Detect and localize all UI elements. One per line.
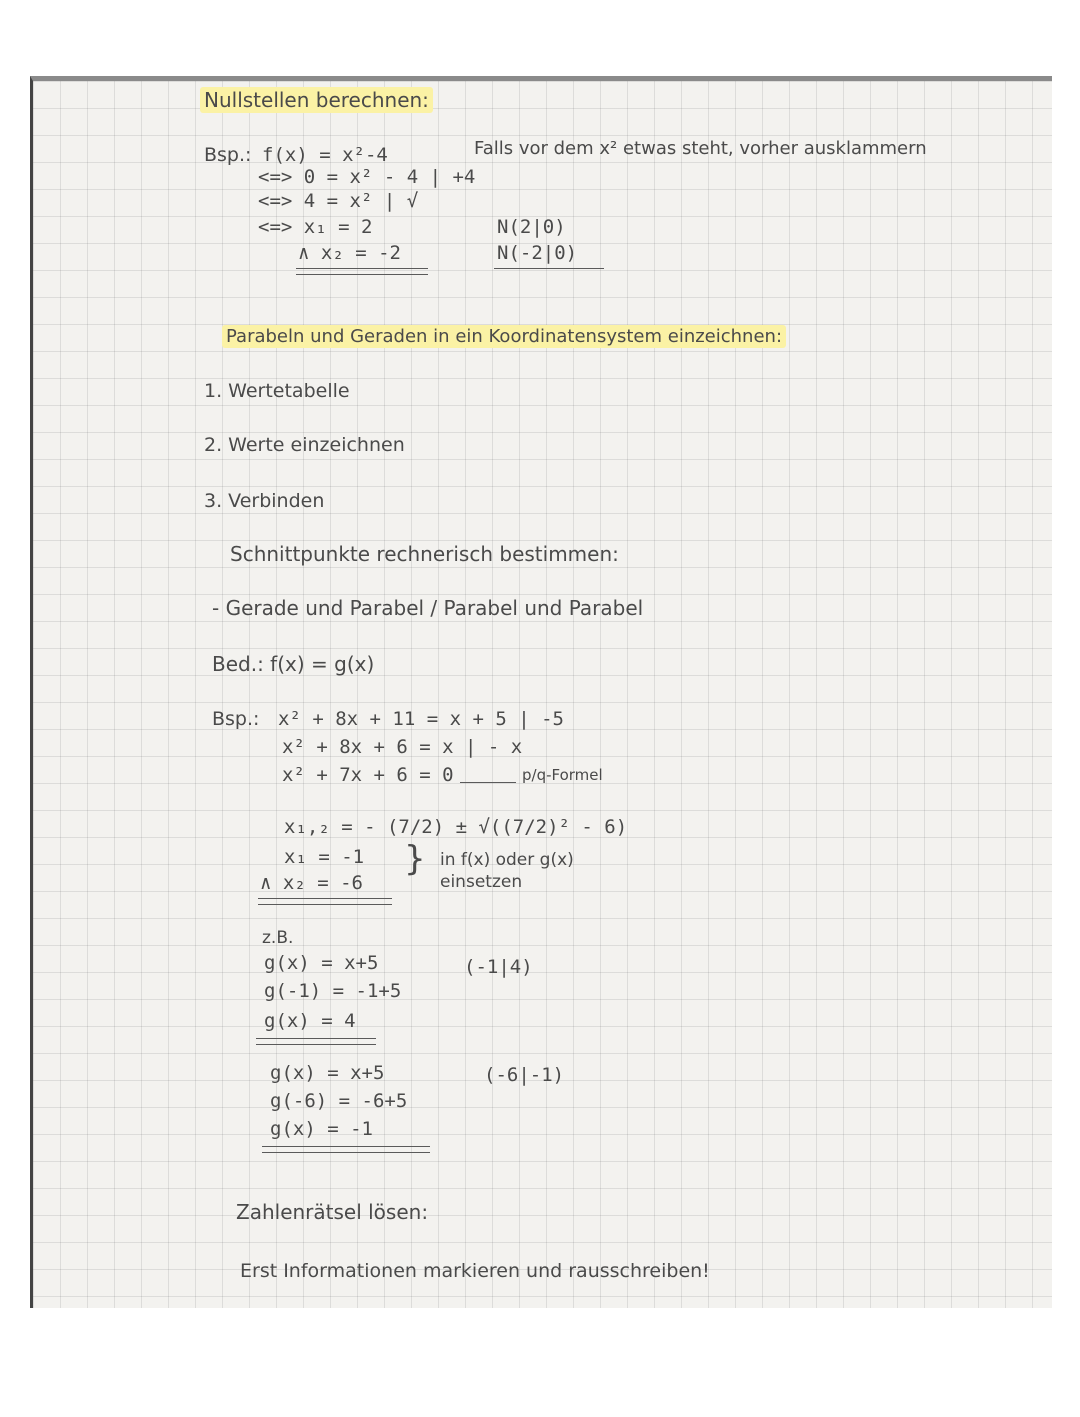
underline xyxy=(258,898,392,899)
underline xyxy=(262,1146,430,1147)
example2-label: Bsp.: xyxy=(212,708,260,730)
final-note: Erst Informationen markieren und rausschreiben! xyxy=(240,1260,710,1282)
example1-point1: N(2|0) xyxy=(497,216,566,238)
example1-line3: <=> 4 = x² | √ xyxy=(258,190,419,212)
underline xyxy=(296,274,428,275)
example1-note: Falls vor dem x² etwas steht, vorher ausklammern xyxy=(474,138,927,159)
example1-line5: ∧ x₂ = -2 xyxy=(298,242,401,264)
zb-point2: (-6|-1) xyxy=(484,1064,565,1086)
example2-note2: einsetzen xyxy=(440,872,523,892)
example2-formula-note: p/q-Formel xyxy=(522,766,603,784)
bedingung: Bed.: f(x) = g(x) xyxy=(212,652,375,676)
step-2: 2. Werte einzeichnen xyxy=(204,434,405,456)
zb-point1: (-1|4) xyxy=(464,956,533,978)
example1-label: Bsp.: xyxy=(204,144,252,166)
underline xyxy=(256,1044,376,1045)
example2-line3: x² + 7x + 6 = 0 xyxy=(282,764,454,786)
zb-block1-line1: g(x) = x+5 xyxy=(264,952,379,974)
zb-block2-line2: g(-6) = -6+5 xyxy=(270,1090,408,1112)
zb-block1-line3: g(x) = 4 xyxy=(264,1010,356,1032)
underline xyxy=(258,904,392,905)
example2-line1: x² + 8x + 11 = x + 5 | -5 xyxy=(278,708,564,730)
heading-schnittpunkte: Schnittpunkte rechnerisch bestimmen: xyxy=(230,542,619,566)
step-3: 3. Verbinden xyxy=(204,490,325,512)
step-1: 1. Wertetabelle xyxy=(204,380,350,402)
example1-line1: f(x) = x²-4 xyxy=(262,144,388,166)
underline xyxy=(296,268,428,269)
example2-line4: x₁,₂ = - (7/2) ± √((7/2)² - 6) xyxy=(284,816,628,838)
example2-note1: in f(x) oder g(x) xyxy=(440,850,574,870)
zb-block1-line2: g(-1) = -1+5 xyxy=(264,980,402,1002)
example1-line4: <=> x₁ = 2 xyxy=(258,216,373,238)
zb-block2-line1: g(x) = x+5 xyxy=(270,1062,385,1084)
zb-block2-line3: g(x) = -1 xyxy=(270,1118,373,1140)
underline xyxy=(494,268,604,269)
example2-line6: ∧ x₂ = -6 xyxy=(260,872,363,894)
brace-icon: } xyxy=(404,839,426,879)
heading-parabeln: Parabeln und Geraden in ein Koordinatensystem einzeichnen: xyxy=(222,328,786,346)
example1-line2: <=> 0 = x² - 4 | +4 xyxy=(258,166,476,188)
arrow-line xyxy=(460,782,516,783)
example2-line5: x₁ = -1 xyxy=(284,846,365,868)
heading-nullstellen: Nullstellen berechnen: xyxy=(200,90,433,110)
subheading: - Gerade und Parabel / Parabel und Parabel xyxy=(212,596,644,620)
example2-line2: x² + 8x + 6 = x | - x xyxy=(282,736,523,758)
heading-zahlenraetsel: Zahlenrätsel lösen: xyxy=(236,1200,429,1224)
example1-point2: N(-2|0) xyxy=(497,242,578,264)
underline xyxy=(256,1038,376,1039)
zb-label: z.B. xyxy=(262,928,294,948)
underline xyxy=(262,1152,430,1153)
